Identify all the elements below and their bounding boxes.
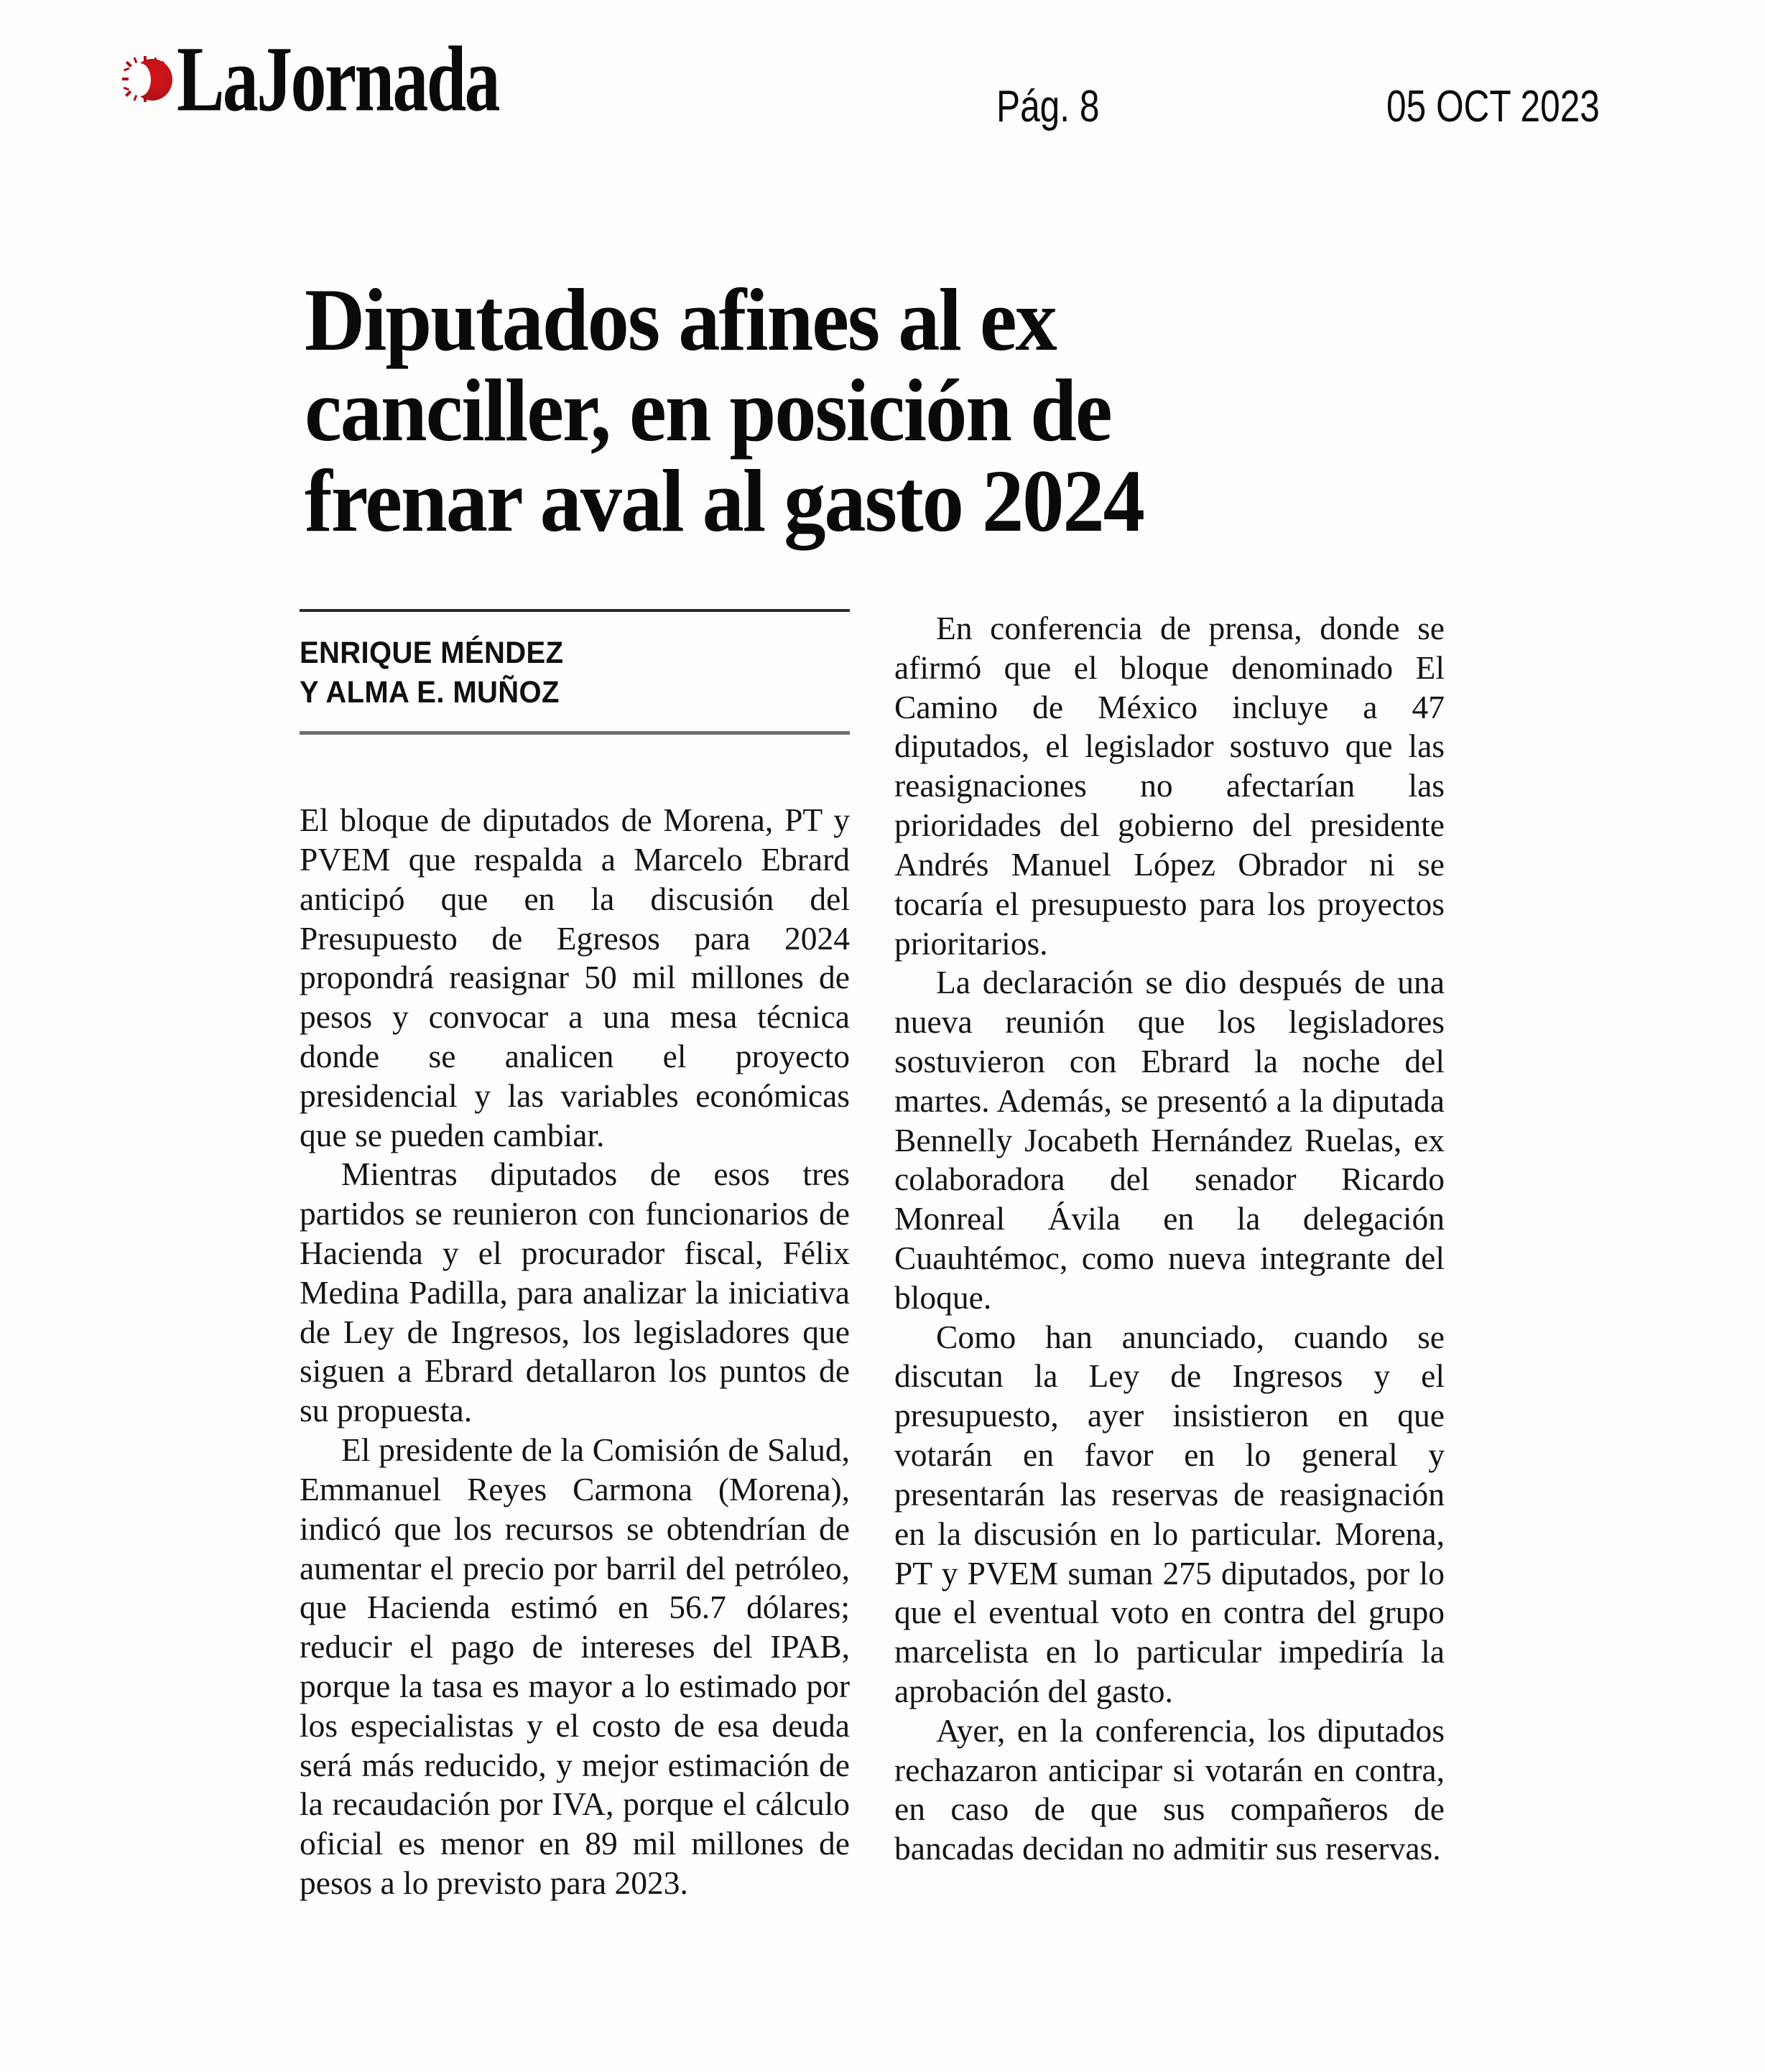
masthead [121,28,551,132]
headline-line-3: frenar aval al gasto 2024 [305,451,1144,550]
paragraph: La declaración se dio después de una nueva reunión que los legisladores sostuvieron con Ebrard la noche del martes. Además, se presentó a la diputada Bennelly Jocabeth Hernández Ruelas, ex colaboradora del senador Ricardo Monreal Ávila en la delegación Cuauhtémoc, como nueva integrante del bloque. [894,964,1445,1316]
page-number-label: Pág. 8 [996,82,1100,131]
byline-author-1: ENRIQUE MÉNDEZ [300,636,564,670]
byline-author-2: Y ALMA E. MUÑOZ [300,675,560,710]
article-column-left [300,609,850,1903]
page-header [0,0,1765,180]
publication-date-label: 05 OCT 2023 [1386,82,1600,131]
paragraph: Ayer, en la conferencia, los diputados rechazaron anticipar si votarán en contra, en caso de que sus compañeros de bancadas decidan no admitir sus reservas. [894,1711,1445,1867]
article-headline [305,271,1371,550]
lajornada-sun-icon [121,53,175,108]
headline-line-2: canciller, en posición de [305,361,1111,460]
logo-crescent [129,63,151,96]
article-byline [300,633,811,712]
paragraph: Mientras diputados de esos tres partidos se reunieron con funcionarios de Hacienda y el procurador fiscal, Félix Medina Padilla, para analizar la iniciativa de Ley de Ingresos, los legisladores que siguen a Ebrard detallaron los puntos de su propuesta. [300,1156,850,1429]
article-column-right [894,609,1445,1869]
paragraph: En conferencia de prensa, donde se afirmó que el bloque denominado El Camino de México incluye a 47 diputados, el legislador sostuvo que las reasignaciones no afectarían las prioridades del gobierno del presidente Andrés Manuel López Obrador ni se tocaría el presupuesto para los proyectos prioritarios. [894,610,1445,962]
paragraph: El presidente de la Comisión de Salud, Emmanuel Reyes Carmona (Morena), indicó que los recursos se obtendrían de aumentar el precio por barril del petróleo, que Hacienda estimó en 56.7 dólares; reducir el pago de intereses del IPAB, porque la tasa es mayor a lo estimado por los especialistas y el costo de esa deuda será más reducido, y mejor estimación de la recaudación por IVA, porque el cálculo oficial es menor en 89 mil millones de pesos a lo previsto para 2023. [300,1431,850,1901]
paragraph: Como han anunciado, cuando se discutan la Ley de Ingresos y el presupuesto, ayer insistieron en que votarán en favor en lo general y presentarán las reservas de reasignación en la discusión en lo particular. Morena, PT y PVEM suman 275 diputados, por lo que el eventual voto en contra del grupo marcelista en lo particular impediría la aprobación del gasto. [894,1318,1445,1709]
byline-rule-top [300,609,850,612]
paragraph: El bloque de diputados de Morena, PT y PVEM que respalda a Marcelo Ebrard anticipó que en la discusión del Presupuesto de Egresos para 2024 propondrá reasignar 50 mil millones de pesos y convocar a una mesa técnica donde se analicen el proyecto presidencial y las variables económicas que se pueden cambiar. [300,802,850,1153]
masthead-title: LaJornada [177,28,499,132]
byline-rule-bottom [300,731,850,735]
headline-line-1: Diputados afines al ex [305,271,1056,370]
